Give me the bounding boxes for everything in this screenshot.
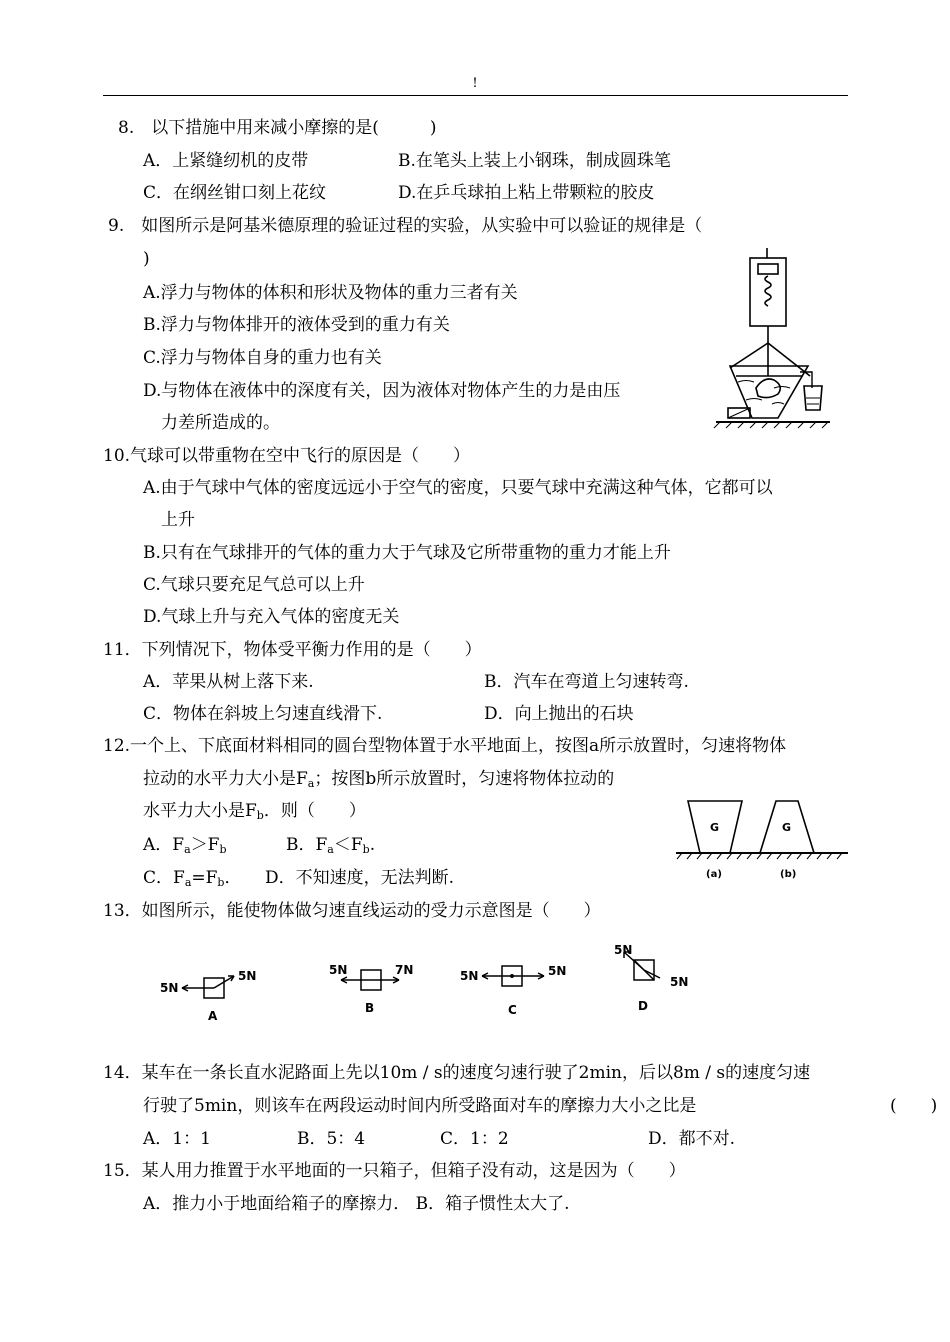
q11-option-b: B．汽车在弯道上匀速转弯.	[484, 672, 689, 692]
q13-c-left-force: 5N	[460, 969, 479, 983]
q10-option-b: B.只有在气球排开的气体的重力大于气球及它所带重物的重力才能上升	[143, 543, 671, 563]
q15-stem: 15．某人用力推置于水平地面的一只箱子，但箱子没有动，这是因为（ ）	[103, 1161, 686, 1181]
q11-stem: 11．下列情况下，物体受平衡力作用的是（ ）	[103, 640, 482, 660]
q13-d-top-force: 5N	[614, 943, 633, 957]
q13-force-diagram-d	[612, 942, 702, 1020]
q9-option-d-cont: 力差所造成的。	[161, 413, 280, 433]
q13-b-label: B	[365, 1001, 375, 1015]
q9-option-b: B.浮力与物体排开的液体受到的重力有关	[143, 315, 450, 335]
q11-option-d: D．向上抛出的石块	[484, 704, 634, 724]
q13-force-diagram-a	[158, 962, 268, 1022]
q13-d-label: D	[638, 999, 648, 1013]
q14-stem: 14．某车在一条长直水泥路面上先以10m / s的速度匀速行驶了2min，后以8m / s的速度匀速	[103, 1063, 811, 1083]
q11-option-a: A．苹果从树上落下来.	[143, 672, 314, 692]
q12-option-a: A．$F_a>F_b$	[143, 835, 227, 856]
q15-options-ab: A．推力小于地面给箱子的摩擦力． B．箱子惯性太大了.	[143, 1194, 570, 1214]
q12-frustum-figure	[676, 795, 856, 885]
q9-option-c: C.浮力与物体自身的重力也有关	[143, 348, 382, 368]
q8-stem: 8. 以下措施中用来减小摩擦的是( )	[118, 118, 437, 138]
q10-option-a: A.由于气球中气体的密度远远小于空气的密度，只要气球中充满这种气体，它都可以	[143, 478, 773, 498]
q9-stem: 9. 如图所示是阿基米德原理的验证过程的实验，从实验中可以验证的规律是（	[108, 216, 703, 236]
q8-option-d: D.在乒乓球拍上粘上带颗粒的胶皮	[398, 183, 655, 203]
q12-stem-line3: 水平力大小是$F_b$．则（ ）	[143, 801, 366, 822]
q11-option-c: C．物体在斜坡上匀速直线滑下.	[143, 704, 383, 724]
q12-g-label-b: G	[782, 821, 792, 834]
q14-option-a: A．1：1	[143, 1129, 211, 1149]
q13-a-right-force: 5N	[238, 969, 257, 983]
q12-g-label-a: G	[710, 821, 720, 834]
q10-option-c: C.气球只要充足气总可以上升	[143, 575, 365, 595]
q14-stem-cont: 行驶了5min，则该车在两段运动时间内所受路面对车的摩擦力大小之比是	[143, 1096, 697, 1116]
q10-stem: 10.气球可以带重物在空中飞行的原因是（ ）	[103, 446, 471, 466]
q12-option-b: B．$F_a<F_b$.	[286, 835, 376, 856]
q8-option-b: B.在笔头上装上小钢珠，制成圆珠笔	[398, 151, 671, 171]
q9-stem-cont: )	[143, 249, 150, 269]
page-header-mark: !	[472, 76, 478, 91]
q13-a-label: A	[208, 1009, 218, 1023]
q14-option-b: B．5：4	[297, 1129, 366, 1149]
q9-archimedes-figure	[712, 248, 832, 428]
q14-answer-paren: ( )	[890, 1096, 938, 1116]
q13-stem: 13．如图所示，能使物体做匀速直线运动的受力示意图是（ ）	[103, 901, 601, 921]
q10-option-d: D.气球上升与充入气体的密度无关	[143, 607, 400, 627]
q13-force-diagram-b	[327, 960, 427, 1020]
q8-option-a: A．上紧缝纫机的皮带	[143, 151, 309, 171]
q10-option-a-cont: 上升	[161, 510, 195, 530]
q12-caption-a: (a)	[706, 869, 722, 880]
q12-caption-b: (b)	[780, 869, 797, 880]
q12-option-d: D．不知速度，无法判断.	[265, 868, 455, 888]
q13-b-left-force: 5N	[329, 963, 348, 977]
q12-stem: 12.一个上、下底面材料相同的圆台型物体置于水平地面上，按图a所示放置时，匀速将物体	[103, 736, 787, 756]
q13-c-right-force: 5N	[548, 964, 567, 978]
q13-force-diagram-c	[458, 960, 578, 1020]
q13-d-right-force: 5N	[670, 975, 689, 989]
q13-a-left-force: 5N	[160, 981, 179, 995]
q14-option-d: D．都不对.	[648, 1129, 736, 1149]
q12-stem-line2: 拉动的水平力大小是$F_a$；按图b所示放置时，匀速将物体拉动的	[143, 769, 615, 790]
q13-b-right-force: 7N	[395, 963, 414, 977]
q8-option-c: C．在纲丝钳口刻上花纹	[143, 183, 327, 203]
q12-option-c: C．$F_a=F_b$．	[143, 868, 242, 889]
q14-option-c: C．1：2	[440, 1129, 509, 1149]
q13-c-label: C	[508, 1003, 517, 1017]
q9-option-a: A.浮力与物体的体积和形状及物体的重力三者有关	[143, 283, 518, 303]
q9-option-d: D.与物体在液体中的深度有关，因为液体对物体产生的力是由压	[143, 381, 621, 401]
header-rule	[103, 95, 848, 96]
